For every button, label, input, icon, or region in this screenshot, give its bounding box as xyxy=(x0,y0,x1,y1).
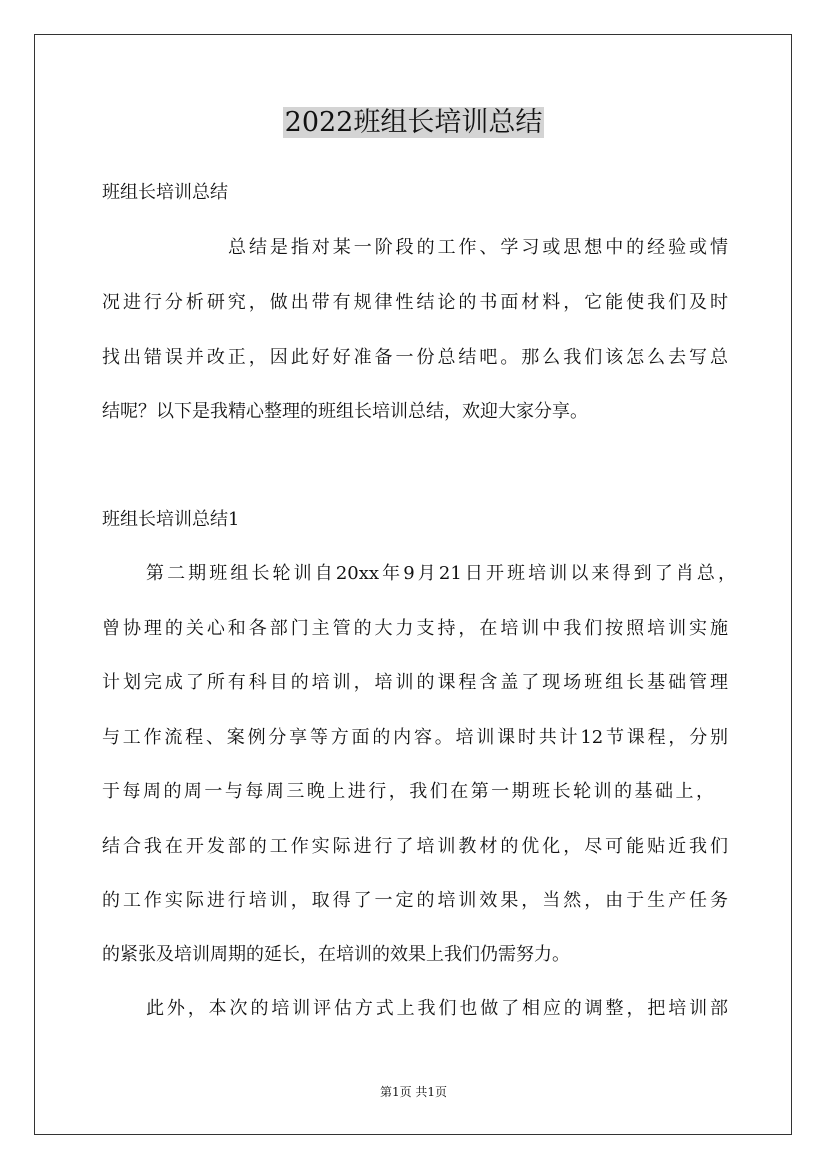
subtitle: 班组长培训总结 xyxy=(102,182,228,203)
section-1-line-5: 于每周的周一与每周三晚上进行，我们在第一期班长轮训的基础上， xyxy=(102,781,714,802)
document-title-text: 2022班组长培训总结 xyxy=(284,107,543,138)
section-1-line-8: 的紧张及培训周期的延长，在培训的效果上我们仍需努力。 xyxy=(102,944,570,965)
section-1-line-2: 曾协理的关心和各部门主管的大力支持，在培训中我们按照培训实施 xyxy=(102,618,728,639)
section-1-line-7: 的工作实际进行培训，取得了一定的培训效果，当然，由于生产任务 xyxy=(102,890,728,911)
section-1-line-9: 此外，本次的培训评估方式上我们也做了相应的调整，把培训部 xyxy=(146,998,728,1019)
document-title xyxy=(0,103,827,143)
intro-line-1: 总结是指对某一阶段的工作、学习或思想中的经验或情 xyxy=(228,237,728,258)
section-1-line-1: 第二期班组长轮训自20xx年9月21日开班培训以来得到了肖总， xyxy=(146,563,736,584)
intro-line-4: 结呢？以下是我精心整理的班组长培训总结，欢迎大家分享。 xyxy=(102,401,588,422)
section-1-line-6: 结合我在开发部的工作实际进行了培训教材的优化，尽可能贴近我们 xyxy=(102,836,728,857)
intro-line-3: 找出错误并改正，因此好好准备一份总结吧。那么我们该怎么去写总 xyxy=(102,347,728,368)
page-footer: 第1页 共1页 xyxy=(379,1085,448,1099)
section-1-line-3: 计划完成了所有科目的培训，培训的课程含盖了现场班组长基础管理 xyxy=(102,672,728,693)
section-1-line-4: 与工作流程、案例分享等方面的内容。培训课时共计12节课程，分别 xyxy=(102,727,728,748)
intro-line-2: 况进行分析研究，做出带有规律性结论的书面材料，它能使我们及时 xyxy=(102,292,728,313)
section-1-heading: 班组长培训总结1 xyxy=(102,509,240,530)
